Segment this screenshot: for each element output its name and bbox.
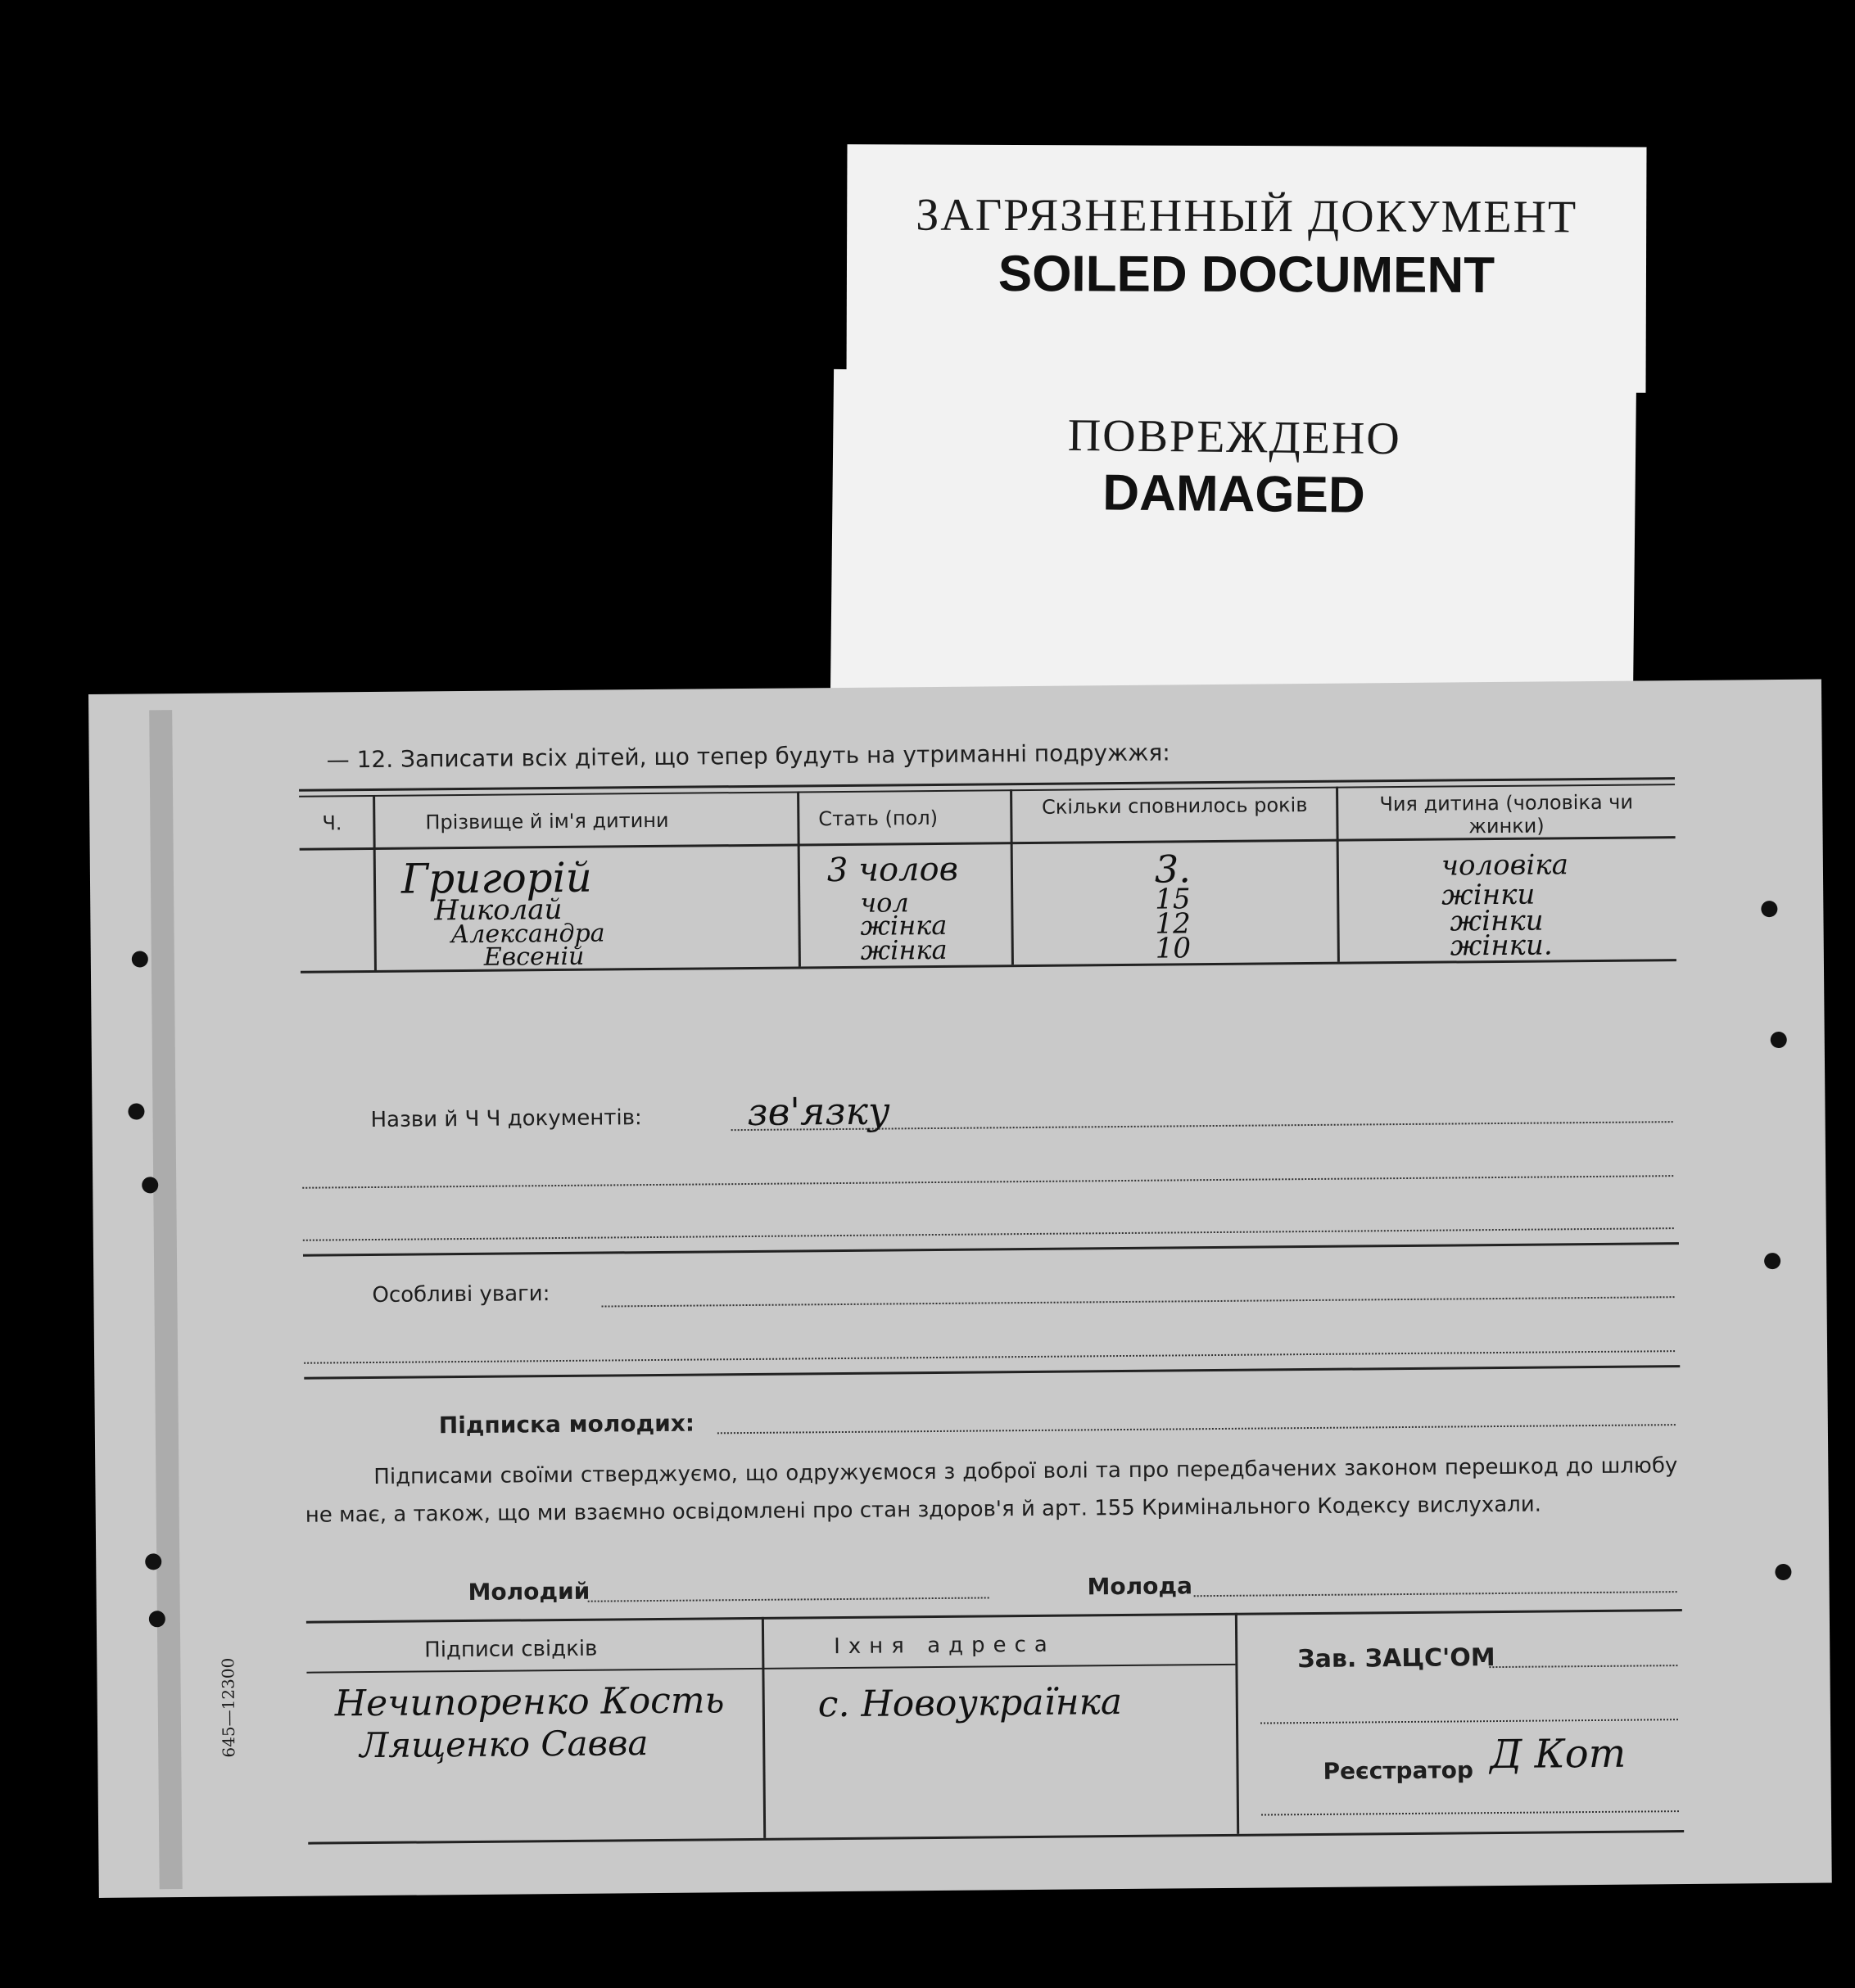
section-divider xyxy=(304,1365,1680,1380)
notes-line xyxy=(304,1350,1675,1364)
zags-extra-line xyxy=(1260,1719,1678,1724)
child-sex: жінка xyxy=(860,933,948,966)
zags-head-label: Зав. ЗАЦС'ОМ xyxy=(1297,1643,1495,1674)
paper-fold-shadow xyxy=(149,710,183,1889)
col-header-sex: Стать (пол) xyxy=(818,806,939,831)
punch-hole xyxy=(142,1177,158,1193)
soiled-label-ru: ЗАГРЯЗНЕННЫЙ ДОКУМЕНТ xyxy=(916,189,1578,243)
punch-hole xyxy=(1764,1253,1780,1269)
table-header-rule xyxy=(300,836,1676,851)
child-sex: 3 чолов xyxy=(826,850,959,890)
child-name: Евсеній xyxy=(483,942,585,972)
soiled-label-en: SOILED DOCUMENT xyxy=(998,245,1495,305)
documents-line xyxy=(303,1227,1674,1241)
child-sex: чол xyxy=(860,887,909,919)
child-name: Григорій xyxy=(400,853,593,903)
marriage-record-form xyxy=(88,680,1832,1898)
child-whose: жінки xyxy=(1450,904,1544,938)
notes-line xyxy=(602,1296,1675,1307)
pledge-title: Підписка молодих: xyxy=(438,1409,695,1439)
col-header-name: Прізвище й ім'я дитини xyxy=(425,808,669,834)
punch-hole xyxy=(1771,1032,1787,1048)
witness-header-rule xyxy=(306,1664,1235,1674)
witness-name: Нечипоренко Кость xyxy=(334,1679,725,1725)
child-name: Николай xyxy=(434,892,563,928)
punch-hole xyxy=(1775,1564,1791,1580)
child-sex: жінка xyxy=(860,909,948,942)
zags-head-signature-line xyxy=(1489,1665,1677,1668)
punch-hole xyxy=(145,1553,161,1570)
child-age: 10 xyxy=(1155,932,1192,965)
table-col-divider xyxy=(1336,787,1340,962)
child-age: 15 xyxy=(1155,883,1191,916)
child-age: 12 xyxy=(1155,907,1191,941)
witness-block-bottom-rule xyxy=(308,1830,1684,1845)
child-whose: жінки. xyxy=(1450,928,1553,963)
soiled-document-label xyxy=(846,144,1646,392)
witness-address: с. Новоукраїнка xyxy=(817,1681,1123,1726)
child-age: 3. xyxy=(1154,847,1192,892)
documents-line xyxy=(302,1175,1673,1189)
child-whose: жінки xyxy=(1441,878,1536,912)
section-title: — 12. Записати всіх дітей, що тепер будуть на утриманні подружжя: xyxy=(326,739,1170,774)
witness-name: Лященко Савва xyxy=(360,1723,649,1766)
pledge-line xyxy=(717,1424,1676,1434)
punch-hole xyxy=(132,951,148,967)
registrar-extra-line xyxy=(1261,1810,1679,1815)
registrar-label: Реєстратор xyxy=(1323,1756,1474,1785)
groom-label: Молодий xyxy=(468,1577,590,1606)
col-header-age: Скільки сповнилось років xyxy=(1041,793,1308,819)
witness-signatures-header: Підписи свідків xyxy=(424,1636,598,1663)
registrar-signature: Д Кот xyxy=(1490,1730,1627,1778)
bride-label: Молода xyxy=(1087,1572,1193,1601)
child-name: Александра xyxy=(450,919,605,950)
bride-signature-line xyxy=(1194,1591,1677,1597)
damaged-label-ru: ПОВРЕЖДЕНО xyxy=(1067,409,1402,465)
witness-address-header: Іхня адреса xyxy=(834,1632,1056,1660)
damaged-label xyxy=(830,369,1636,705)
witness-block-top-rule xyxy=(306,1609,1682,1624)
witness-col-divider xyxy=(1235,1613,1239,1834)
punch-hole xyxy=(128,1103,144,1119)
print-code: 645—12300 xyxy=(218,1657,239,1758)
documents-value: зв'язку xyxy=(747,1088,890,1134)
documents-label: Назви й Ч Ч документів: xyxy=(370,1105,642,1133)
table-col-divider xyxy=(1010,789,1014,965)
notes-label: Особливі уваги: xyxy=(372,1281,550,1308)
punch-hole xyxy=(149,1611,165,1627)
section-divider xyxy=(303,1242,1679,1257)
table-col-divider xyxy=(373,795,377,970)
pledge-text: Підписами своїми стверджуємо, що одружуємося з доброї волі та про передбачених законом перешкод до шлюбу не має, а також, що ми взаємно освідомлені про стан здоров'я й арт. 155 Кримінального Кодексу вислухали. xyxy=(305,1453,1678,1528)
col-header-number: Ч. xyxy=(322,811,342,835)
child-whose: чоловіка xyxy=(1441,848,1569,883)
table-col-divider xyxy=(797,791,801,966)
groom-signature-line xyxy=(588,1597,989,1602)
col-header-whose: Чия дитина (чоловіка чи жинки) xyxy=(1379,790,1634,838)
damaged-label-en: DAMAGED xyxy=(1102,464,1366,524)
witness-col-divider xyxy=(762,1617,766,1838)
punch-hole xyxy=(1761,901,1777,917)
